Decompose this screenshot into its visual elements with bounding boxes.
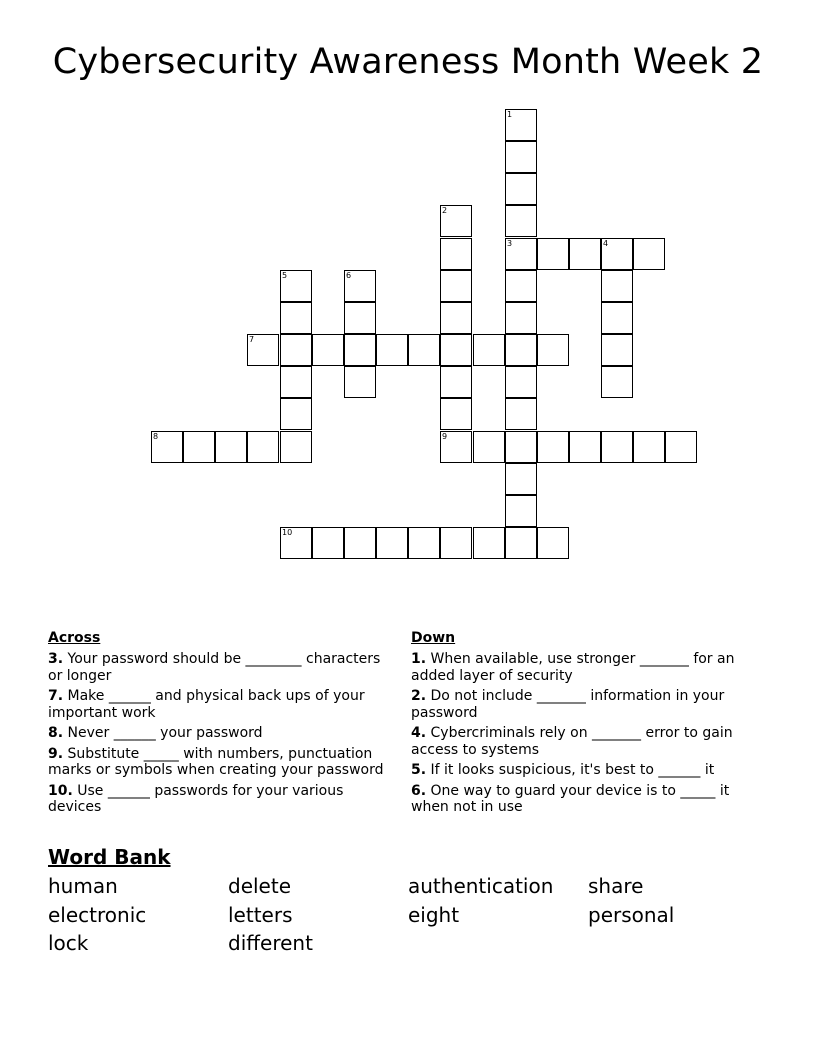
crossword-cell[interactable] bbox=[505, 495, 537, 527]
across-clue-7: 7. Make ______ and physical back ups of your important work bbox=[48, 688, 365, 721]
down-clue-4: 4. Cybercriminals rely on _______ error to gain access to systems bbox=[411, 725, 733, 758]
crossword-cell[interactable] bbox=[440, 238, 472, 270]
across-heading: Across bbox=[48, 630, 101, 646]
crossword-cell[interactable] bbox=[151, 431, 183, 463]
down-clue-2: 2. Do not include _______ information in your password bbox=[411, 688, 725, 721]
crossword-cell[interactable] bbox=[344, 302, 376, 334]
crossword-cell[interactable] bbox=[247, 334, 279, 366]
crossword-cell[interactable] bbox=[473, 527, 505, 559]
crossword-cell[interactable] bbox=[633, 238, 665, 270]
word-bank-heading: Word Bank bbox=[48, 845, 171, 869]
crossword-cell[interactable] bbox=[280, 431, 312, 463]
word-bank-item: different bbox=[228, 931, 313, 955]
crossword-cell[interactable] bbox=[537, 238, 569, 270]
word-bank-item: authentication bbox=[408, 874, 554, 898]
crossword-cell[interactable] bbox=[537, 334, 569, 366]
crossword-cell[interactable] bbox=[183, 431, 215, 463]
across-clue-8: 8. Never ______ your password bbox=[48, 725, 263, 741]
crossword-cell[interactable] bbox=[280, 398, 312, 430]
crossword-cell[interactable] bbox=[440, 205, 472, 237]
clue-number: 4 bbox=[603, 239, 609, 248]
crossword-cell[interactable] bbox=[505, 173, 537, 205]
across-clue-3: 3. Your password should be ________ characters or longer bbox=[48, 651, 381, 684]
crossword-cell[interactable] bbox=[440, 270, 472, 302]
crossword-cell[interactable] bbox=[312, 527, 344, 559]
clue-number: 6 bbox=[346, 271, 352, 280]
crossword-cell[interactable] bbox=[408, 527, 440, 559]
crossword-cell[interactable] bbox=[440, 527, 472, 559]
crossword-cell[interactable] bbox=[473, 334, 505, 366]
crossword-cell[interactable] bbox=[376, 334, 408, 366]
crossword-cell[interactable] bbox=[601, 270, 633, 302]
crossword-cell[interactable] bbox=[537, 527, 569, 559]
crossword-cell[interactable] bbox=[601, 431, 633, 463]
crossword-cell[interactable] bbox=[344, 366, 376, 398]
clue-number: 3 bbox=[507, 239, 513, 248]
crossword-cell[interactable] bbox=[505, 302, 537, 334]
crossword-cell[interactable] bbox=[280, 366, 312, 398]
crossword-cell[interactable] bbox=[505, 270, 537, 302]
crossword-cell[interactable] bbox=[505, 527, 537, 559]
crossword-cell[interactable] bbox=[473, 431, 505, 463]
crossword-cell[interactable] bbox=[408, 334, 440, 366]
word-bank-item: eight bbox=[408, 903, 460, 927]
crossword-cell[interactable] bbox=[505, 334, 537, 366]
crossword-cell[interactable] bbox=[440, 302, 472, 334]
down-clue-5: 5. If it looks suspicious, it's best to ______ it bbox=[411, 762, 715, 778]
word-bank-item: electronic bbox=[48, 903, 147, 927]
crossword-cell[interactable] bbox=[247, 431, 279, 463]
crossword-cell[interactable] bbox=[505, 141, 537, 173]
crossword-cell[interactable] bbox=[440, 398, 472, 430]
crossword-cell[interactable] bbox=[601, 302, 633, 334]
down-clues bbox=[411, 629, 751, 820]
crossword-cell[interactable] bbox=[280, 527, 312, 559]
crossword-cell[interactable] bbox=[505, 109, 537, 141]
clue-number: 10 bbox=[282, 528, 293, 537]
crossword-cell[interactable] bbox=[440, 334, 472, 366]
crossword-cell[interactable] bbox=[569, 238, 601, 270]
crossword-cell[interactable] bbox=[505, 398, 537, 430]
across-clue-10: 10. Use ______ passwords for your various devices bbox=[48, 782, 344, 815]
word-bank-item: personal bbox=[588, 903, 675, 927]
clue-number: 7 bbox=[249, 335, 255, 344]
across-clue-9: 9. Substitute _____ with numbers, punctuation marks or symbols when creating your password bbox=[48, 745, 384, 778]
crossword-cell[interactable] bbox=[505, 205, 537, 237]
crossword-cell[interactable] bbox=[440, 366, 472, 398]
word-bank-item: human bbox=[48, 874, 118, 898]
clue-number: 2 bbox=[442, 206, 448, 215]
crossword-cell[interactable] bbox=[344, 527, 376, 559]
puzzle-title: Cybersecurity Awareness Month Week 2 bbox=[52, 42, 764, 82]
across-clues bbox=[48, 629, 388, 820]
crossword-cell[interactable] bbox=[665, 431, 697, 463]
word-bank-item: lock bbox=[48, 931, 89, 955]
crossword-cell[interactable] bbox=[505, 366, 537, 398]
crossword-cell[interactable] bbox=[312, 334, 344, 366]
crossword-cell[interactable] bbox=[601, 238, 633, 270]
crossword-cell[interactable] bbox=[344, 270, 376, 302]
down-clue-1: 1. When available, use stronger _______ for an added layer of security bbox=[411, 651, 735, 684]
crossword-cell[interactable] bbox=[376, 527, 408, 559]
crossword-cell[interactable] bbox=[215, 431, 247, 463]
crossword-cell[interactable] bbox=[344, 334, 376, 366]
crossword-cell[interactable] bbox=[633, 431, 665, 463]
crossword-cell[interactable] bbox=[280, 334, 312, 366]
crossword-cell[interactable] bbox=[601, 334, 633, 366]
crossword-cell[interactable] bbox=[601, 366, 633, 398]
down-heading: Down bbox=[411, 630, 456, 646]
word-bank-item: share bbox=[588, 874, 644, 898]
crossword-cell[interactable] bbox=[505, 238, 537, 270]
clue-number: 1 bbox=[507, 110, 513, 119]
word-bank-item: letters bbox=[228, 903, 293, 927]
crossword-cell[interactable] bbox=[440, 431, 472, 463]
crossword-cell[interactable] bbox=[280, 302, 312, 334]
crossword-cell[interactable] bbox=[537, 431, 569, 463]
crossword-cell[interactable] bbox=[280, 270, 312, 302]
word-bank-item: delete bbox=[228, 874, 292, 898]
crossword-cell[interactable] bbox=[505, 463, 537, 495]
clue-number: 9 bbox=[442, 432, 448, 441]
crossword-cell[interactable] bbox=[569, 431, 601, 463]
down-clue-6: 6. One way to guard your device is to _____ it when not in use bbox=[411, 782, 730, 815]
crossword-cell[interactable] bbox=[505, 431, 537, 463]
clue-number: 8 bbox=[153, 432, 159, 441]
clue-number: 5 bbox=[282, 271, 288, 280]
